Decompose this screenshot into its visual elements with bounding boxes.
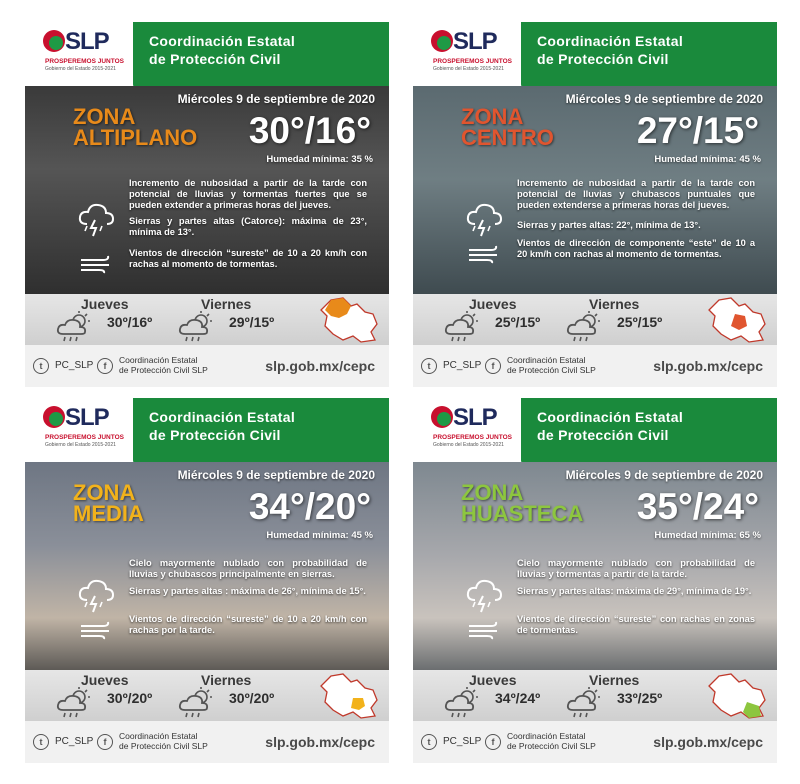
partly-cloudy-rain-icon: [55, 310, 99, 342]
zone-name: [73, 482, 144, 524]
zone-name: [461, 106, 554, 148]
twitter-icon[interactable]: t: [421, 734, 437, 750]
agency-banner: [133, 398, 389, 466]
forecast-panel: [413, 462, 777, 670]
facebook-line1[interactable]: Coordinación Estatal: [507, 355, 586, 365]
card-header: [413, 22, 777, 94]
day2-label: Viernes: [201, 672, 252, 688]
twitter-handle[interactable]: PC_SLP: [55, 360, 94, 371]
card-header: [25, 398, 389, 470]
wind-forecast: Vientos de dirección “sureste” de 10 a 20 km/h con rachas por la tarde.: [129, 614, 367, 635]
day1-temperature: 25º/15º: [495, 314, 541, 330]
wind-icon: [467, 244, 501, 264]
zone-name-line1: ZONA: [461, 480, 524, 505]
forecast-panel: [413, 86, 777, 294]
zone-name-line2: MEDIA: [73, 501, 144, 526]
twitter-handle[interactable]: PC_SLP: [55, 736, 94, 747]
wind-forecast: Vientos de dirección “sureste” de 10 a 20 km/h con rachas al momento de tormentas.: [129, 248, 367, 269]
logo-government: Gobierno del Estado 2015-2021: [433, 66, 504, 72]
logo-text: SLP: [453, 404, 497, 431]
partly-cloudy-rain-icon: [55, 686, 99, 718]
zone-name-line2: ALTIPLANO: [73, 125, 198, 150]
forecast-description: Cielo mayormente nublado con probabilidad de lluvias y chubascos principalmente en sierras.: [129, 558, 367, 579]
website-link[interactable]: slp.gob.mx/cepc: [653, 734, 763, 750]
twitter-icon[interactable]: t: [421, 358, 437, 374]
agency-title-line1: Coordinación Estatal: [537, 409, 684, 425]
state-map-icon: [701, 296, 771, 344]
card-footer: [413, 345, 777, 387]
logo-government: Gobierno del Estado 2015-2021: [433, 442, 504, 448]
logo-text: SLP: [65, 28, 109, 55]
twitter-icon[interactable]: t: [33, 358, 49, 374]
zone-name: [461, 482, 583, 524]
state-map-icon: [313, 296, 383, 344]
zone-name-line1: ZONA: [73, 480, 136, 505]
slp-logo: [43, 404, 133, 464]
forecast-panel: [25, 462, 389, 670]
slp-logo-mark: [43, 406, 65, 428]
wind-forecast: Vientos de dirección de componente “este” de 10 a 20 km/h con rachas al momento de tormentas.: [517, 238, 755, 259]
slp-logo: [43, 28, 133, 88]
facebook-line1[interactable]: Coordinación Estatal: [507, 731, 586, 741]
day1-temperature: 30º/20º: [107, 690, 153, 706]
zone-name: [73, 106, 197, 148]
forecast-date: Miércoles 9 de septiembre de 2020: [565, 468, 763, 482]
forecast-date: Miércoles 9 de septiembre de 2020: [177, 92, 375, 106]
partly-cloudy-rain-icon: [177, 686, 221, 718]
logo-slogan: PROSPEREMOS JUNTOS: [45, 58, 124, 65]
logo-text: SLP: [65, 404, 109, 431]
logo-slogan: PROSPEREMOS JUNTOS: [45, 434, 124, 441]
next-days-forecast: [25, 294, 389, 345]
partly-cloudy-rain-icon: [565, 686, 609, 718]
max-min-temperature: 27°/15°: [636, 110, 759, 151]
cloud-lightning-icon: [465, 200, 505, 238]
max-min-temperature: 35°/24°: [636, 486, 759, 527]
day1-temperature: 34º/24º: [495, 690, 541, 706]
slp-logo: [431, 404, 521, 464]
next-days-forecast: [25, 670, 389, 721]
twitter-handle[interactable]: PC_SLP: [443, 736, 482, 747]
partly-cloudy-rain-icon: [443, 686, 487, 718]
partly-cloudy-rain-icon: [443, 310, 487, 342]
weather-card: [413, 398, 777, 763]
max-min-temperature: 30°/16°: [248, 110, 371, 151]
facebook-line1[interactable]: Coordinación Estatal: [119, 355, 198, 365]
weather-card: [413, 22, 777, 387]
day1-label: Jueves: [81, 672, 129, 688]
mountain-forecast: Sierras y partes altas: 22°, mínima de 13°.: [517, 220, 701, 230]
mountain-forecast: Sierras y partes altas: máxima de 29°, mínima de 19°.: [517, 586, 752, 596]
slp-logo-mark: [431, 30, 453, 52]
day1-temperature: 30º/16º: [107, 314, 153, 330]
weather-card: [25, 22, 389, 387]
zone-name-line1: ZONA: [461, 104, 524, 129]
humidity-label: Humedad mínima: 65 %: [654, 530, 761, 541]
forecast-date: Miércoles 9 de septiembre de 2020: [177, 468, 375, 482]
wind-icon: [79, 620, 113, 640]
next-days-forecast: [413, 670, 777, 721]
wind-icon: [467, 620, 501, 640]
cloud-lightning-icon: [77, 200, 117, 238]
partly-cloudy-rain-icon: [565, 310, 609, 342]
website-link[interactable]: slp.gob.mx/cepc: [265, 358, 375, 374]
day2-temperature: 25º/15º: [617, 314, 663, 330]
agency-title-line2: de Protección Civil: [149, 51, 281, 67]
card-footer: [413, 721, 777, 763]
zone-name-line1: ZONA: [73, 104, 136, 129]
agency-title-line2: de Protección Civil: [149, 427, 281, 443]
agency-title-line1: Coordinación Estatal: [149, 33, 296, 49]
day2-label: Viernes: [589, 296, 640, 312]
agency-title-line2: de Protección Civil: [537, 51, 669, 67]
wind-forecast: Vientos de dirección “sureste” con rachas en zonas de tormentas.: [517, 614, 755, 635]
facebook-icon[interactable]: f: [97, 734, 113, 750]
humidity-label: Humedad mínima: 45 %: [654, 154, 761, 165]
website-link[interactable]: slp.gob.mx/cepc: [265, 734, 375, 750]
logo-government: Gobierno del Estado 2015-2021: [45, 66, 116, 72]
facebook-line1[interactable]: Coordinación Estatal: [119, 731, 198, 741]
forecast-description: Cielo mayormente nublado con probabilidad de lluvias y tormentas a partir de la tarde.: [517, 558, 755, 579]
logo-slogan: PROSPEREMOS JUNTOS: [433, 434, 512, 441]
wind-icon: [79, 254, 113, 274]
humidity-label: Humedad mínima: 45 %: [266, 530, 373, 541]
twitter-icon[interactable]: t: [33, 734, 49, 750]
slp-logo-mark: [43, 30, 65, 52]
facebook-icon[interactable]: f: [485, 734, 501, 750]
forecast-description: Incremento de nubosidad a partir de la tarde con potencial de lluvias y chubascos puntuales que pueden extenderse a primeras horas del jueves.: [517, 178, 755, 210]
max-min-temperature: 34°/20°: [248, 486, 371, 527]
weather-card: [25, 398, 389, 763]
day2-temperature: 30º/20º: [229, 690, 275, 706]
slp-logo: [431, 28, 521, 88]
agency-banner: [133, 22, 389, 90]
facebook-icon[interactable]: f: [485, 358, 501, 374]
agency-banner: [521, 398, 777, 466]
facebook-icon[interactable]: f: [97, 358, 113, 374]
card-footer: [25, 345, 389, 387]
day1-label: Jueves: [469, 672, 517, 688]
logo-text: SLP: [453, 28, 497, 55]
facebook-line2[interactable]: de Protección Civil SLP: [507, 741, 596, 751]
day2-label: Viernes: [201, 296, 252, 312]
zone-name-line2: HUASTECA: [461, 501, 584, 526]
forecast-description: Incremento de nubosidad a partir de la tarde con potencial de lluvias y tormentas fuertes que se pueden extender a primeras horas del jueves.: [129, 178, 367, 210]
card-header: [25, 22, 389, 94]
day1-label: Jueves: [469, 296, 517, 312]
twitter-handle[interactable]: PC_SLP: [443, 360, 482, 371]
cloud-rain-icon: [77, 576, 117, 614]
card-footer: [25, 721, 389, 763]
card-header: [413, 398, 777, 470]
agency-banner: [521, 22, 777, 90]
partly-cloudy-rain-icon: [177, 310, 221, 342]
slp-logo-mark: [431, 406, 453, 428]
logo-government: Gobierno del Estado 2015-2021: [45, 442, 116, 448]
zone-name-line2: CENTRO: [461, 125, 554, 150]
facebook-line2[interactable]: de Protección Civil SLP: [507, 365, 596, 375]
agency-title-line1: Coordinación Estatal: [149, 409, 296, 425]
logo-slogan: PROSPEREMOS JUNTOS: [433, 58, 512, 65]
day1-label: Jueves: [81, 296, 129, 312]
forecast-panel: [25, 86, 389, 294]
facebook-line2[interactable]: de Protección Civil SLP: [119, 365, 208, 375]
state-map-icon: [313, 672, 383, 720]
humidity-label: Humedad mínima: 35 %: [266, 154, 373, 165]
state-map-icon: [701, 672, 771, 720]
agency-title-line2: de Protección Civil: [537, 427, 669, 443]
mountain-forecast: Sierras y partes altas : máxima de 26°, mínima de 15°.: [129, 586, 366, 596]
day2-label: Viernes: [589, 672, 640, 688]
forecast-date: Miércoles 9 de septiembre de 2020: [565, 92, 763, 106]
cloud-lightning-icon: [465, 576, 505, 614]
agency-title-line1: Coordinación Estatal: [537, 33, 684, 49]
mountain-forecast: Sierras y partes altas (Catorce): máxima de 23°, mínima de 13°.: [129, 216, 367, 237]
next-days-forecast: [413, 294, 777, 345]
website-link[interactable]: slp.gob.mx/cepc: [653, 358, 763, 374]
facebook-line2[interactable]: de Protección Civil SLP: [119, 741, 208, 751]
day2-temperature: 33º/25º: [617, 690, 663, 706]
day2-temperature: 29º/15º: [229, 314, 275, 330]
